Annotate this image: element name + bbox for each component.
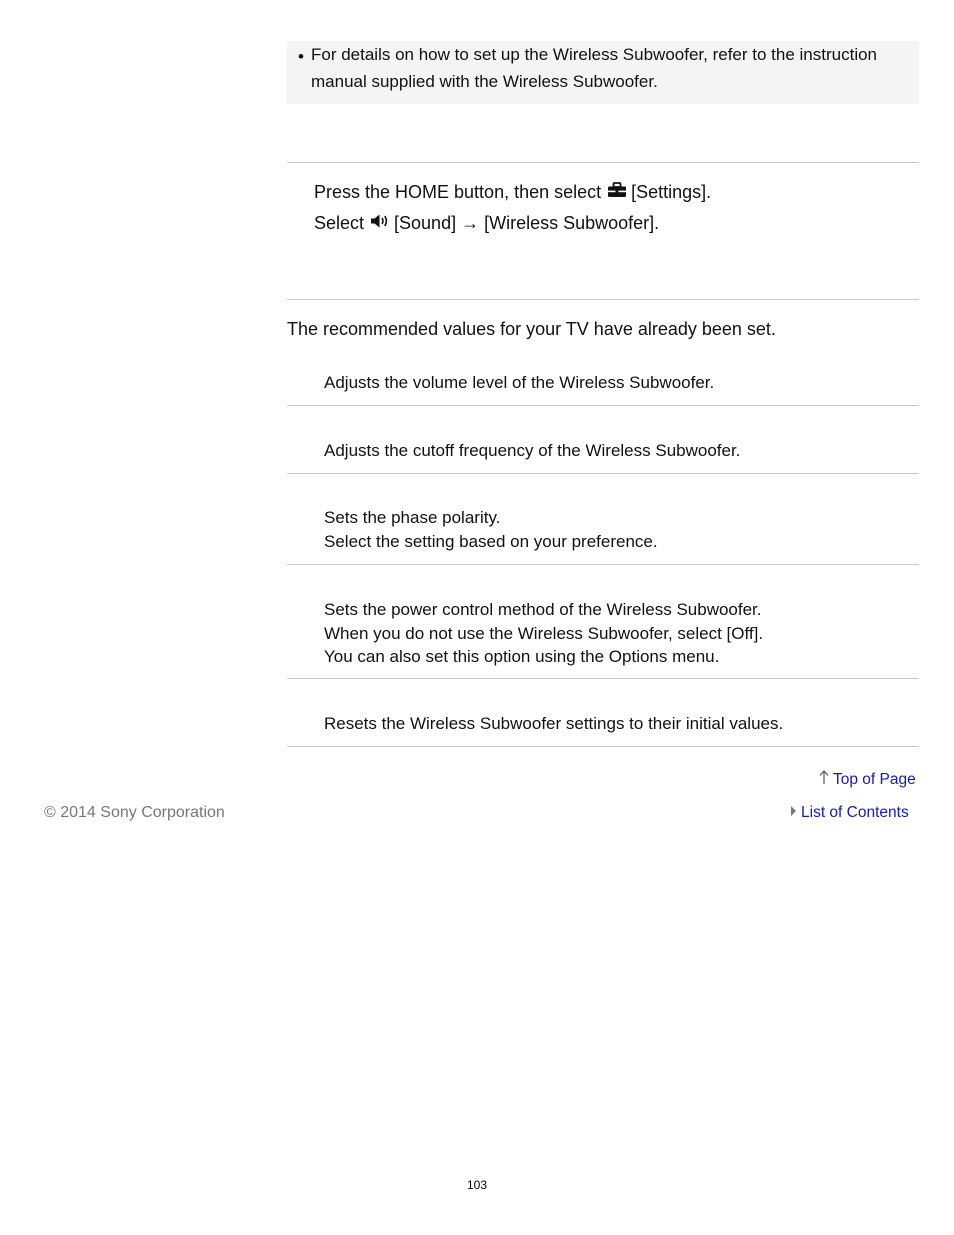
top-of-page-label: Top of Page [833,771,916,788]
up-arrow-icon [818,769,830,791]
option-description-line: You can also set this option using the Options menu. [324,647,720,666]
option-divider [287,405,919,406]
step-1-text-after: [Settings]. [631,182,712,202]
step-2-text-before: Select [314,213,365,233]
speaker-sound-icon [370,211,390,235]
option-description-line: Sets the power control method of the Wireless Subwoofer. [324,600,762,619]
option-divider [287,564,919,565]
note-text: For details on how to set up the Wireless Subwoofer, refer to the instruction manual supplied with the Wireless Subwoofer. [311,45,878,91]
right-triangle-icon [790,803,797,823]
note-box [287,41,919,104]
option-volume-description [324,371,714,395]
step-2 [314,211,659,235]
section-divider [287,299,919,300]
option-power-description [324,598,763,669]
section-divider [287,162,919,163]
option-description-line: Adjusts the cutoff frequency of the Wireless Subwoofer. [324,441,741,460]
step-1 [314,180,711,204]
step-2-text-after: [Sound] → [Wireless Subwoofer]. [394,213,660,233]
page-number: 103 [466,1178,488,1192]
option-divider [287,678,919,679]
toolbox-settings-icon [607,180,627,204]
bullet-icon: • [298,47,304,66]
option-description-line: Sets the phase polarity. [324,508,501,527]
option-description-line: Select the setting based on your preference. [324,531,658,551]
option-description-line: Resets the Wireless Subwoofer settings to their initial values. [324,714,784,733]
list-of-contents-label: List of Contents [801,804,909,821]
option-phase-description [324,506,658,553]
top-of-page-link[interactable] [818,769,916,791]
list-of-contents-link[interactable] [790,803,909,823]
copyright-text: © 2014 Sony Corporation [44,804,225,821]
option-frequency-description [324,439,740,463]
option-description-line: Adjusts the volume level of the Wireless Subwoofer. [324,373,715,392]
step-1-text-before: Press the HOME button, then select [314,182,602,202]
option-description-line: When you do not use the Wireless Subwoofer, select [Off]. [324,623,764,643]
intro-text: The recommended values for your TV have already been set. [287,319,776,339]
option-divider [287,746,919,747]
option-reset-description [324,712,783,736]
option-divider [287,473,919,474]
